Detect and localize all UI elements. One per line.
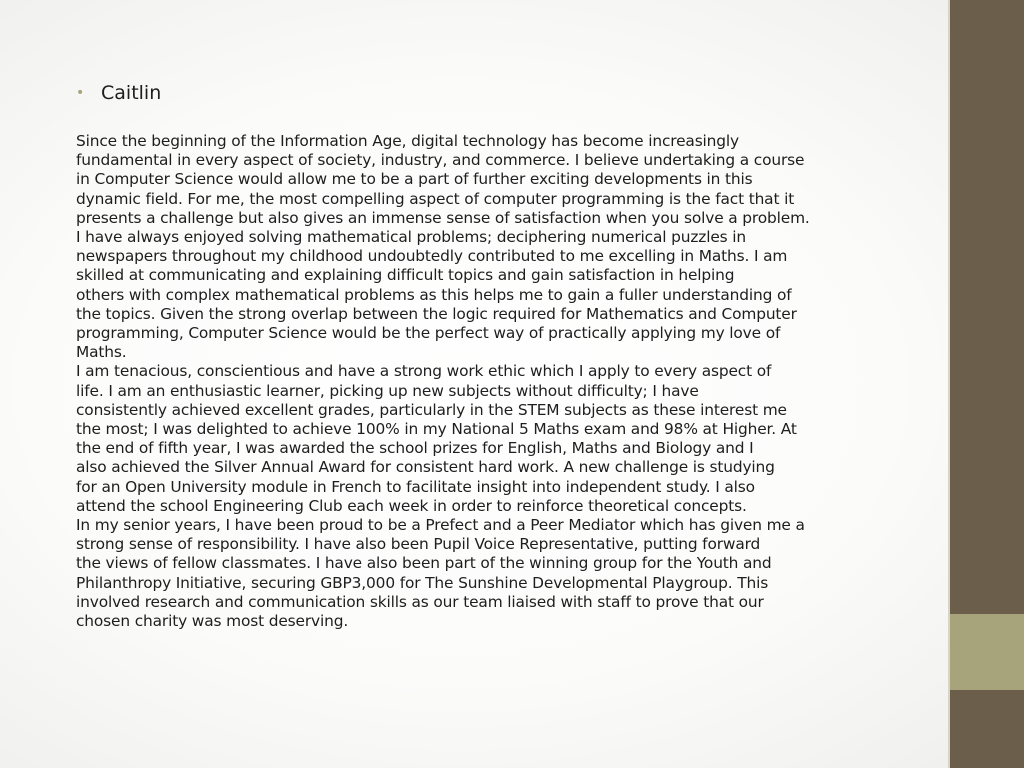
text-line: life. I am an enthusiastic learner, picking up new subjects without difficulty; I have — [76, 381, 699, 400]
text-line: involved research and communication skills as our team liaised with staff to prove that our — [76, 592, 764, 611]
text-line: the views of fellow classmates. I have also been part of the winning group for the Youth and — [76, 554, 772, 573]
personal-statement-text — [76, 132, 866, 631]
text-line: the topics. Given the strong overlap between the logic required for Mathematics and Computer — [76, 304, 797, 323]
text-line: consistently achieved excellent grades, particularly in the STEM subjects as these interest me — [76, 400, 787, 419]
text-line: presents a challenge but also gives an immense sense of satisfaction when you solve a problem. — [76, 208, 810, 227]
text-line: I am tenacious, conscientious and have a strong work ethic which I apply to every aspect of — [76, 362, 772, 381]
text-line: Philanthropy Initiative, securing GBP3,000 for The Sunshine Developmental Playgroup. This — [76, 573, 769, 592]
theme-sidebar — [948, 0, 1024, 768]
text-line: I have always enjoyed solving mathematical problems; deciphering numerical puzzles in — [76, 228, 746, 247]
text-line: programming, Computer Science would be the perfect way of practically applying my love of — [76, 324, 781, 343]
text-line: In my senior years, I have been proud to be a Prefect and a Peer Mediator which has given me a — [76, 516, 805, 535]
text-line: newspapers throughout my childhood undoubtedly contributed to me excelling in Maths. I am — [76, 247, 788, 266]
text-line: chosen charity was most deserving. — [76, 612, 349, 631]
text-line: the end of fifth year, I was awarded the school prizes for English, Maths and Biology and I — [76, 439, 754, 458]
text-line: the most; I was delighted to achieve 100% in my National 5 Maths exam and 98% at Higher. At — [76, 420, 797, 439]
text-line: Since the beginning of the Information Age, digital technology has become increasingly — [76, 132, 739, 150]
text-line: for an Open University module in French to facilitate insight into independent study. I also — [76, 477, 755, 496]
text-line: others with complex mathematical problems as this helps me to gain a fuller understanding of — [76, 285, 792, 304]
text-line: dynamic field. For me, the most compelling aspect of computer programming is the fact that it — [76, 189, 795, 208]
sidebar-accent-block — [950, 614, 1024, 690]
text-line: in Computer Science would allow me to be a part of further exciting developments in this — [76, 170, 753, 189]
text-line: also achieved the Silver Annual Award for consistent hard work. A new challenge is studying — [76, 458, 775, 477]
bullet-dot-icon: • — [76, 85, 85, 101]
text-line: strong sense of responsibility. I have also been Pupil Voice Representative, putting forward — [76, 535, 761, 554]
slide-heading: Caitlin — [101, 82, 162, 104]
text-line: fundamental in every aspect of society, industry, and commerce. I believe undertaking a course — [76, 151, 805, 170]
bullet-item — [76, 81, 161, 105]
text-line: attend the school Engineering Club each week in order to reinforce theoretical concepts. — [76, 496, 747, 515]
text-line: skilled at communicating and explaining difficult topics and gain satisfaction in helping — [76, 266, 735, 285]
text-line: Maths. — [76, 343, 127, 362]
